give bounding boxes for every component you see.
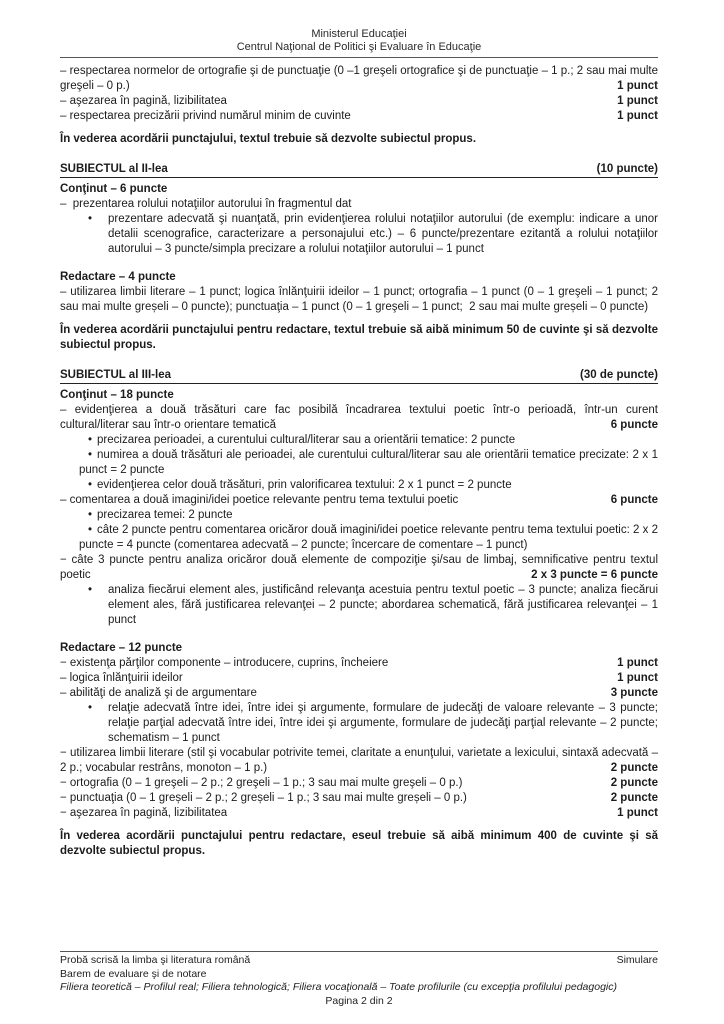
footer-exam-title: Probă scrisă la limba şi literatura română [60, 954, 251, 966]
criterion-text: – comentarea a două imagini/idei poetice relevante pentru tema textului poetic [60, 494, 459, 506]
criterion-bullet-item [60, 448, 658, 478]
criterion-text: prezentare adecvată şi nuanţată, prin evidenţierea rolului notaţiilor autorului (de exemplu: indicare a unor detalii scenografice, caracterizare a personajului etc.) – 6 puncte/prezentare ezitantă a rolului notaţiilor autorului – 3 puncte/simpla precizare a rolului notaţiilor autorului – 1 punct [108, 213, 658, 255]
criterion-text: − aşezarea în pagină, lizibilitatea [60, 807, 228, 819]
criterion-text: – respectarea normelor de ortografie şi de punctuaţie (0 –1 greşeli ortografice şi de punctuaţie – 1 p.; 2 sau mai multe greşeli – 0 p.) [60, 65, 658, 92]
bullet-icon: • [88, 524, 93, 536]
points-value: 2 puncte [610, 792, 658, 804]
points-value: 6 puncte [610, 494, 658, 506]
note-paragraph: În vederea acordării punctajului pentru redactare, eseul trebuie să aibă minimum 400 de cuvinte şi să dezvolte subiectul propus. [60, 830, 658, 857]
ministry-title: Ministerul Educaţiei [311, 28, 407, 40]
points-value: 1 punct [617, 95, 658, 107]
criterion-text: – respectarea precizării privind numărul minim de cuvinte [60, 110, 351, 122]
criterion-bullet-item [60, 478, 658, 493]
criterion-text: − câte 3 puncte pentru analiza oricăror două elemente de compoziţie şi/sau de limbaj, semnificative pentru textul poetic [60, 554, 658, 581]
subject2-header [60, 162, 658, 178]
criterion-text: − punctuaţia (0 – 1 greșeli – 2 p.; 2 greșeli – 1 p.; 3 sau mai multe greșeli – 0 p.) [60, 792, 467, 804]
criterion-item [60, 403, 658, 433]
criterion-text: − utilizarea limbii literare (stil şi vocabular potrivite temei, claritate a enunţului, varietate a lexicului, sintaxă adecvată – 2 p.; vocabular restrâns, monoton – 1 p.) [60, 747, 658, 774]
points-value: 2 x 3 puncte = 6 puncte [531, 569, 658, 581]
criterion-item [60, 553, 658, 583]
criterion-text: − ortografia (0 – 1 greşeli – 2 p.; 2 greşeli – 1 p.; 3 sau mai multe greşeli – 0 p.) [60, 777, 463, 789]
criterion-item [60, 64, 658, 94]
bullet-icon: • [88, 213, 93, 225]
criterion-bullet-item [60, 212, 658, 257]
criterion-text: – evidenţierea a două trăsături care fac posibilă încadrarea textului poetic într-o perioadă, într-un curent cultural/literar sau într-o orientare tematică [60, 404, 658, 431]
criterion-text: relaţie adecvată între idei, între idei şi argumente, formulare de judecăţi de valoare relevante – 3 puncte; relaţie parţial adecvată între idei, între idei şi argumente, formulare de judecăţi parţial relevante – 2 puncte; schematism – 1 punct [108, 702, 658, 744]
criterion-bullet-item [60, 508, 658, 523]
footer-filiera-line: Filiera teoretică – Profilul real; Filiera tehnologică; Filiera vocaţională – Toate profilurile (cu excepţia profilului pedagogic) [60, 981, 617, 993]
criterion-item [60, 656, 658, 671]
subject3-header [60, 368, 658, 384]
footer-session-label: Simulare [616, 954, 658, 966]
criterion-bullet-item [60, 433, 658, 448]
points-value: 6 puncte [610, 419, 658, 431]
content-heading: Conţinut – 18 puncte [60, 389, 174, 401]
criterion-item [60, 776, 658, 791]
document-footer [60, 951, 658, 1008]
points-value: 1 punct [617, 80, 658, 92]
redactare-heading: Redactare – 12 puncte [60, 642, 183, 654]
criterion-text: precizarea temei: 2 puncte [97, 509, 233, 521]
footer-barem-label: Barem de evaluare şi de notare [60, 967, 207, 980]
criterion-text: – logica înlănţuirii ideilor [60, 672, 183, 684]
note-paragraph: În vederea acordării punctajului pentru redactare, textul trebuie să aibă minimum 50 de cuvinte şi să dezvolte subiectul propus. [60, 324, 658, 351]
criterion-item: – utilizarea limbii literare – 1 punct; logica înlănţuirii ideilor – 1 punct; ortografia – 1 punct (0 – 1 greşeli – 1 punct; 2 sau mai multe greșeli – 0 puncte); punctuaţia – 1 punct (0 – 1 greşeli – 1 punct; 2 sau mai multe greșeli – 0 puncte) [60, 286, 658, 313]
criterion-text: câte 2 puncte pentru comentarea oricăror două imagini/idei poetice relevante pentru tema textului poetic: 2 x 2 puncte = 4 puncte (comentarea adecvată – 2 puncte; încercare de comentare – 1 punct) [79, 524, 658, 551]
criterion-text: – abilităţi de analiză şi de argumentare [60, 687, 257, 699]
criterion-text: – aşezarea în pagină, lizibilitatea [60, 95, 227, 107]
header-divider [60, 57, 658, 58]
note-paragraph: În vederea acordării punctajului, textul trebuie să dezvolte subiectul propus. [60, 133, 477, 145]
subject2-title: SUBIECTUL al II-lea [60, 163, 168, 175]
bullet-icon: • [88, 509, 93, 521]
center-subtitle: Centrul Naţional de Politici şi Evaluare în Educaţie [236, 41, 482, 53]
points-value: 3 puncte [610, 687, 658, 699]
criterion-item [60, 94, 658, 109]
content-heading: Conţinut – 6 puncte [60, 183, 168, 195]
points-value: 1 punct [617, 807, 658, 819]
criterion-bullet-item [60, 583, 658, 628]
redactare-heading: Redactare – 4 puncte [60, 271, 176, 283]
page-number: Pagina 2 din 2 [325, 994, 393, 1007]
criterion-item [60, 806, 658, 821]
document-body [60, 64, 658, 859]
bullet-icon: • [88, 479, 93, 491]
criterion-item [60, 686, 658, 701]
criterion-text: evidenţierea celor două trăsături, prin valorificarea textului: 2 x 1 punct = 2 puncte [97, 479, 512, 491]
points-value: 2 puncte [610, 762, 658, 774]
criterion-text: precizarea perioadei, a curentului cultural/literar sau a orientării tematice: 2 puncte [97, 434, 516, 446]
criterion-item [60, 791, 658, 806]
points-value: 1 punct [617, 657, 658, 669]
points-value: 1 punct [617, 672, 658, 684]
criterion-bullet-item [60, 523, 658, 553]
bullet-icon: • [88, 702, 93, 714]
bullet-icon: • [88, 584, 93, 596]
subject2-total-points: (10 puncte) [596, 163, 658, 175]
points-value: 2 puncte [610, 777, 658, 789]
criterion-item [60, 109, 658, 124]
criterion-item [60, 671, 658, 686]
criterion-item [60, 746, 658, 776]
criterion-item: – prezentarea rolului notaţiilor autorului în fragmentul dat [60, 198, 352, 210]
criterion-bullet-item [60, 701, 658, 746]
criterion-text: − existenţa părţilor componente – introducere, cuprins, încheiere [60, 657, 389, 669]
criterion-text: numirea a două trăsături ale perioadei, ale curentului cultural/literar sau ale orientării tematice precizate: 2 x 1 punct = 2 puncte [79, 449, 658, 476]
bullet-icon: • [88, 449, 93, 461]
subject3-title: SUBIECTUL al III-lea [60, 369, 171, 381]
criterion-text: analiza fiecărui element ales, justificând relevanţa acestuia pentru textul poetic – 3 puncte; analiza fiecărui element ales, fără justificarea relevanţei – 2 puncte; abordarea schematică, fără justificarea relevanţei – 1 punct [108, 584, 658, 626]
footer-row [60, 954, 658, 968]
bullet-icon: • [88, 434, 93, 446]
points-value: 1 punct [617, 110, 658, 122]
subject3-total-points: (30 de puncte) [580, 369, 658, 381]
criterion-item [60, 493, 658, 508]
document-header [60, 28, 658, 54]
